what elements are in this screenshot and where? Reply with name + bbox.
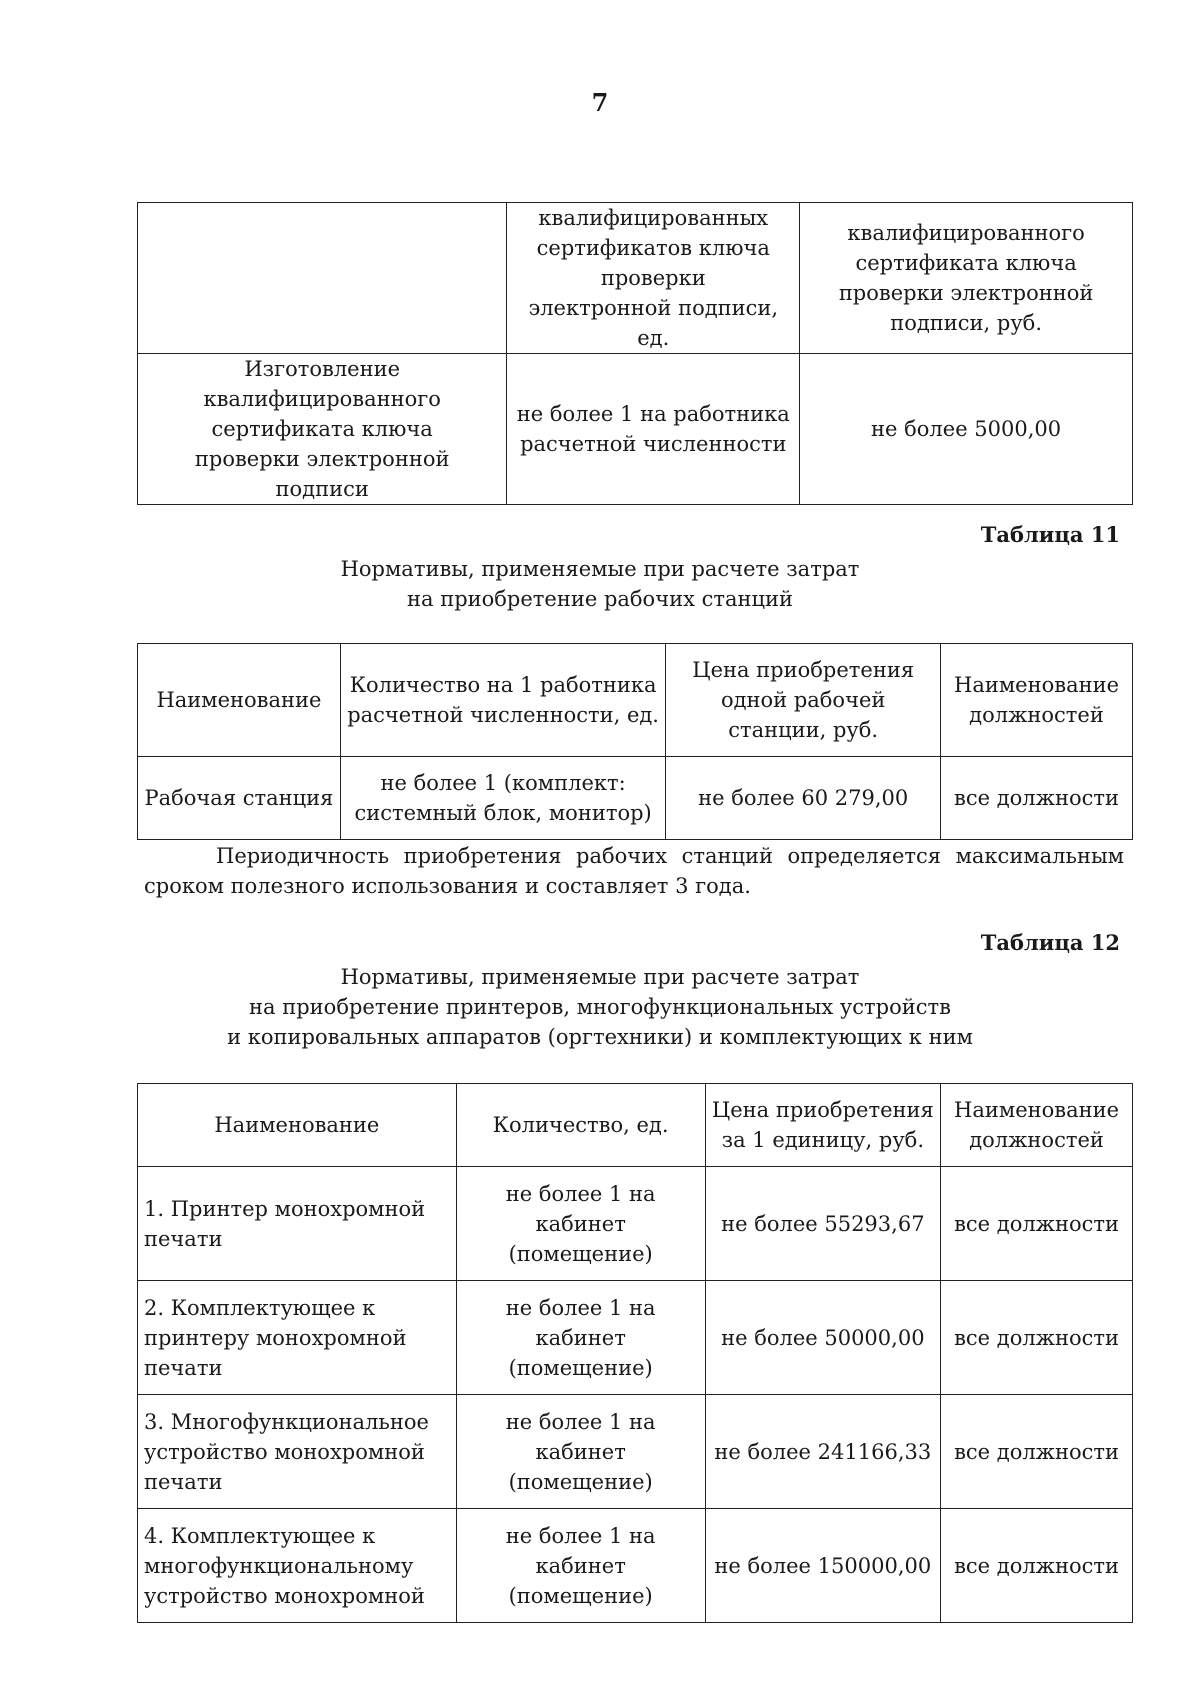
table-row xyxy=(138,354,1133,505)
header-positions: Наименование должностей xyxy=(941,644,1133,757)
cell-quantity: не более 1 (комплект: системный блок, монитор) xyxy=(340,757,665,840)
periodicity-note xyxy=(144,841,1124,901)
table-11-label: Таблица 11 xyxy=(980,522,1120,547)
table-12-caption-line-1: Нормативы, применяемые при расчете затрат xyxy=(340,965,860,989)
workstations-table xyxy=(137,643,1133,840)
cell-name: 3. Многофункциональное устройство монохромной печати xyxy=(138,1395,457,1509)
table-12-caption-line-2: на приобретение принтеров, многофункциональных устройств xyxy=(249,995,951,1019)
cell-name: 1. Принтер монохромной печати xyxy=(138,1167,457,1281)
cell-positions: все должности xyxy=(941,757,1133,840)
table-row xyxy=(138,1509,1133,1623)
table-row xyxy=(138,757,1133,840)
header-quantity: Количество, ед. xyxy=(456,1084,705,1167)
cell-positions: все должности xyxy=(941,1281,1133,1395)
cell-price: не более 55293,67 xyxy=(705,1167,941,1281)
cell-name: Рабочая станция xyxy=(138,757,341,840)
certificate-table xyxy=(137,202,1133,505)
cell-positions: все должности xyxy=(941,1509,1133,1623)
header-price: Цена приобретения одной рабочей станции, руб. xyxy=(666,644,941,757)
table-row xyxy=(138,1395,1133,1509)
printers-table xyxy=(137,1083,1133,1623)
table-row xyxy=(138,1281,1133,1395)
cell-name: 4. Комплектующее к многофункциональному устройство монохромной xyxy=(138,1509,457,1623)
cell-price: не более 50000,00 xyxy=(705,1281,941,1395)
header-cell xyxy=(138,203,507,354)
table-11-caption-line-2: на приобретение рабочих станций xyxy=(407,587,793,611)
table-12-label: Таблица 12 xyxy=(980,930,1120,955)
note-line-1: Периодичность приобретения рабочих станций определяется максимальным xyxy=(216,844,1124,868)
table-header-row xyxy=(138,203,1133,354)
table-11-caption-line-1: Нормативы, применяемые при расчете затрат xyxy=(340,557,860,581)
note-line-2: сроком полезного использования и составляет 3 года. xyxy=(144,874,751,898)
cell-quantity: не более 1 на кабинет (помещение) xyxy=(456,1281,705,1395)
header-cell: квалифицированного сертификата ключа проверки электронной подписи, руб. xyxy=(800,203,1133,354)
cell-price: не более 241166,33 xyxy=(705,1395,941,1509)
table-12-caption-line-3: и копировальных аппаратов (оргтехники) и комплектующих к ним xyxy=(227,1025,973,1049)
cell-quantity: не более 1 на кабинет (помещение) xyxy=(456,1395,705,1509)
cell-quantity: не более 1 на кабинет (помещение) xyxy=(456,1509,705,1623)
cell-positions: все должности xyxy=(941,1395,1133,1509)
cell-quantity: не более 1 на кабинет (помещение) xyxy=(456,1167,705,1281)
header-quantity: Количество на 1 работника расчетной численности, ед. xyxy=(340,644,665,757)
cell-name: Изготовление квалифицированного сертификата ключа проверки электронной подписи xyxy=(138,354,507,505)
table-header-row xyxy=(138,1084,1133,1167)
cell-name: 2. Комплектующее к принтеру монохромной печати xyxy=(138,1281,457,1395)
cell-quantity: не более 1 на работника расчетной численности xyxy=(507,354,800,505)
header-price: Цена приобретения за 1 единицу, руб. xyxy=(705,1084,941,1167)
cell-price: не более 60 279,00 xyxy=(666,757,941,840)
header-positions: Наименование должностей xyxy=(941,1084,1133,1167)
header-name: Наименование xyxy=(138,1084,457,1167)
cell-price: не более 150000,00 xyxy=(705,1509,941,1623)
header-cell: квалифицированных сертификатов ключа проверки электронной подписи, ед. xyxy=(507,203,800,354)
header-name: Наименование xyxy=(138,644,341,757)
table-row xyxy=(138,1167,1133,1281)
cell-price: не более 5000,00 xyxy=(800,354,1133,505)
page-number: 7 xyxy=(591,88,609,117)
cell-positions: все должности xyxy=(941,1167,1133,1281)
table-header-row xyxy=(138,644,1133,757)
